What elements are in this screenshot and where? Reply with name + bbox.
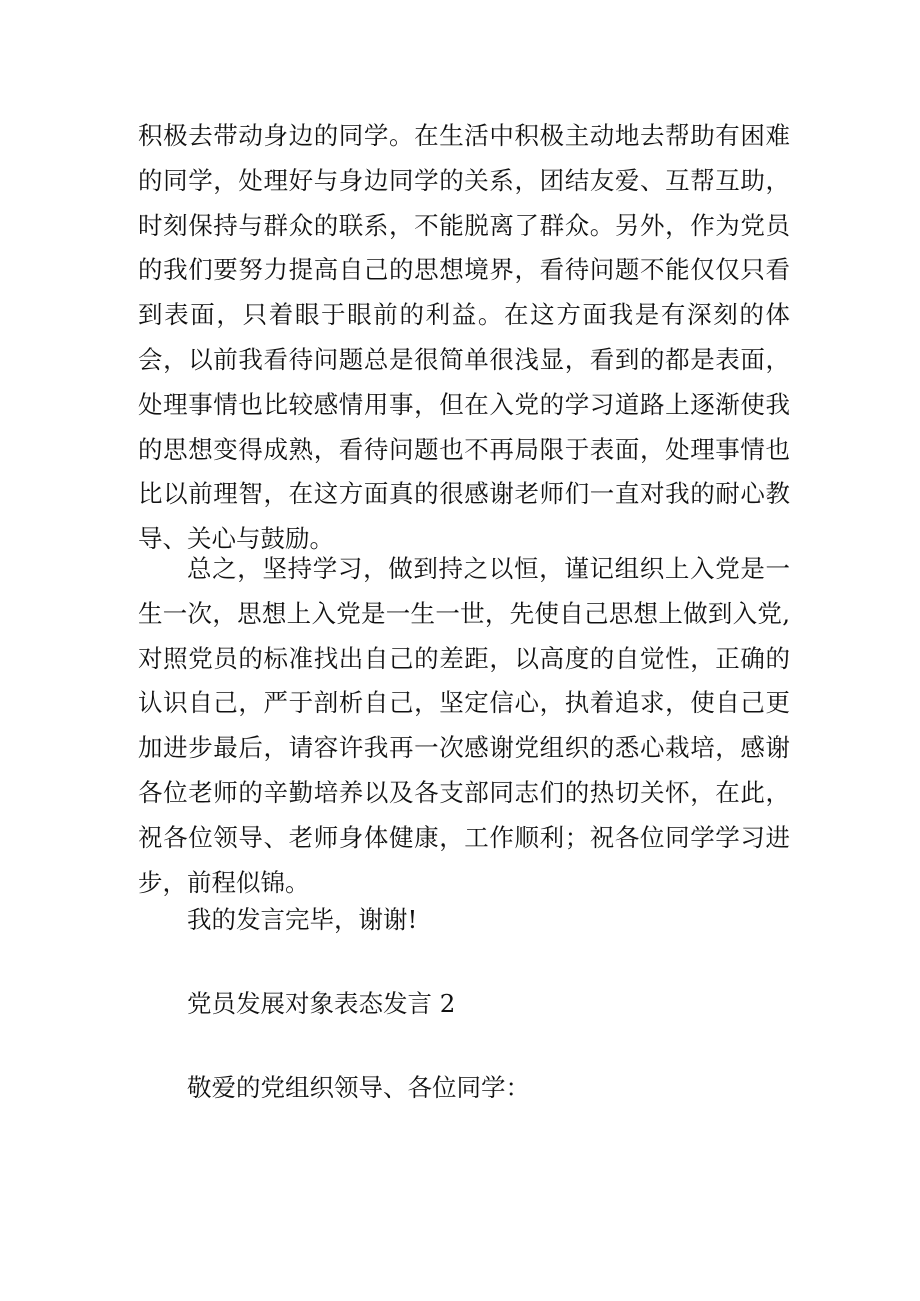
body-paragraph-2: 总之，坚持学习，做到持之以恒，谨记组织上入党是一生一次，思想上入党是一生一世，先使自己思想上做到入党,对照党员的标准找出自己的差距，以高度的自觉性，正确的认识自己，严于剖析自己，坚定信心，执着追求，使自己更加进步最后，请容许我再一次感谢党组织的悉心栽培，感谢各位老师的辛勤培养以及各支部同志们的热切关怀，在此，祝各位领导、老师身体健康，工作顺利；祝各位同学学习进步，前程似锦。 [138,554,790,897]
closing-line: 我的发言完毕，谢谢! [187,905,418,934]
salutation-line: 敬爱的党组织领导、各位同学： [187,1073,530,1102]
body-paragraph-1: 积极去带动身边的同学。在生活中积极主动地去帮助有困难的同学，处理好与身边同学的关系，团结友爱、互帮互助，时刻保持与群众的联系，不能脱离了群众。另外，作为党员的我们要努力提高自己的思想境界，看待问题不能仅仅只看到表面，只着眼于眼前的利益。在这方面我是有深刻的体会，以前我看待问题总是很简单很浅显，看到的都是表面，处理事情也比较感情用事，但在入党的学习道路上逐渐使我的思想变得成熟，看待问题也不再局限于表面，处理事情也比以前理智，在这方面真的很感谢老师们一直对我的耐心教导、关心与鼓励。 [138,121,790,554]
section-title: 党员发展对象表态发言 2 [187,989,456,1018]
